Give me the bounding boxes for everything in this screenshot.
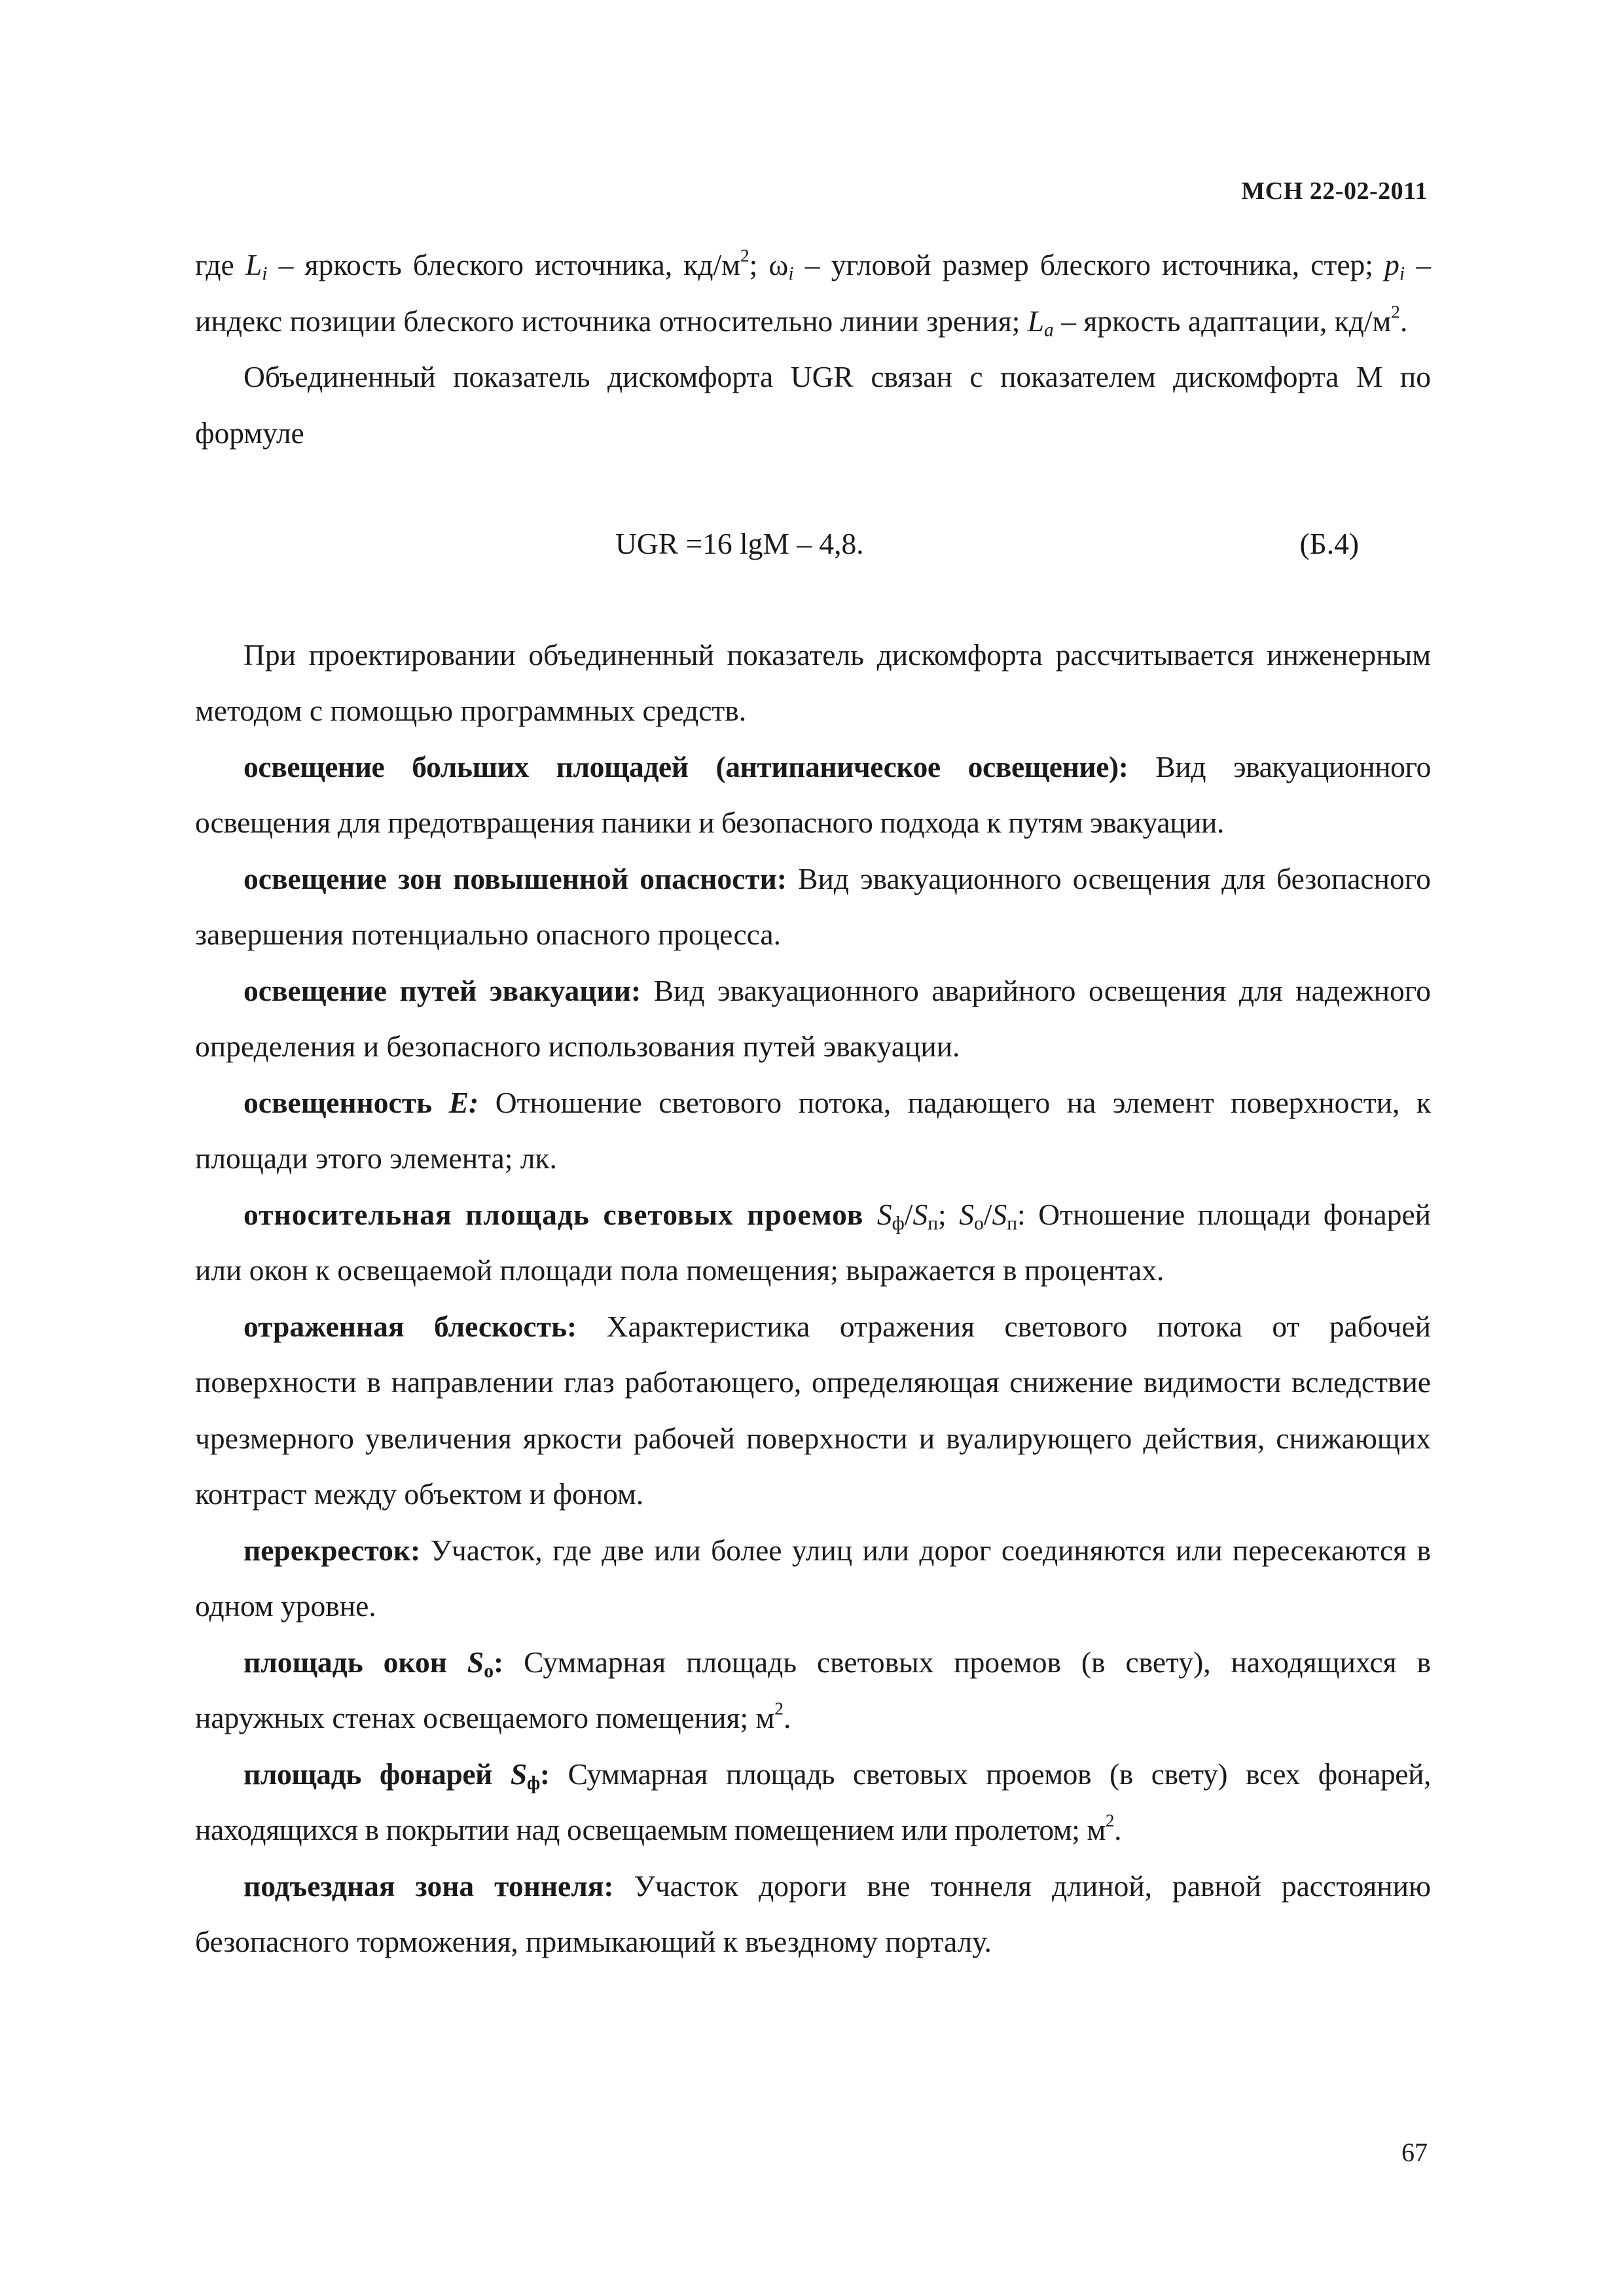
term-label: освещенность <box>244 1085 449 1119</box>
formula-expression: UGR =16 lgM – 4,8. <box>615 527 864 560</box>
term-label: освещение зон повышенной опасности: <box>244 861 787 895</box>
term-label: подъездная зона тоннеля: <box>244 1869 614 1903</box>
subscript-i: i <box>788 263 794 285</box>
formula-number: (Б.4) <box>1299 527 1359 560</box>
subscript-a: a <box>1044 319 1054 340</box>
text-run: ; ω <box>749 248 789 281</box>
term-label: освещение путей эвакуации: <box>244 973 641 1007</box>
term-definition: Суммарная площадь световых проемов (в свету), находящихся в наружных стенах освещаемого помещения; м <box>195 1645 1431 1734</box>
term-intersection <box>195 1522 1431 1634</box>
subscript-i: i <box>262 263 268 285</box>
term-definition: Отношение светового потока, падающего на элемент поверхности, к площади этого элемента; лк. <box>195 1085 1431 1175</box>
subscript: п <box>1007 1212 1018 1234</box>
subscript: о <box>974 1212 984 1234</box>
term-definition: Участок, где две или более улиц или дорог соединяются или пересекаются в одном уровне. <box>195 1533 1431 1623</box>
term-definition: Вид эвакуационного освещения для безопасного завершения потенциально опасного процесса. <box>195 861 1432 951</box>
superscript: 2 <box>774 1698 784 1719</box>
text-run: – яркость адаптации, кд/м <box>1053 304 1392 338</box>
text-run: где <box>195 248 245 281</box>
term-skylight-area <box>195 1746 1431 1858</box>
ugr-paragraph: Объединенный показатель дискомфорта UGR связан с показателем дискомфорта M по формуле <box>195 360 1431 450</box>
term-definition: Участок дороги вне тоннеля длиной, равной расстоянию безопасного торможения, примыкающий к въездному порталу. <box>195 1869 1431 1958</box>
term-illuminance <box>195 1075 1431 1187</box>
text-run: – угловой размер блеского источника, стер; <box>793 248 1385 281</box>
symbol-p: p <box>1384 248 1399 281</box>
formula-b4 <box>195 516 1431 572</box>
symbol-S: S <box>876 1197 892 1231</box>
term-antipanic <box>195 739 1431 851</box>
symbol-S: S <box>510 1757 527 1791</box>
term-symbol: E: <box>448 1085 479 1119</box>
term-definition: Вид эвакуационного освещения для предотвращения паники и безопасного подхода к путям эвакуации. <box>195 749 1431 839</box>
term-label: перекресток: <box>244 1533 421 1567</box>
text-run: / <box>983 1197 992 1231</box>
text-run: . <box>1399 304 1408 338</box>
symbol-S: S <box>912 1197 928 1231</box>
subscript: п <box>928 1212 939 1234</box>
symbol-L: L <box>1027 304 1045 338</box>
term-label: отраженная блескость: <box>244 1309 577 1343</box>
term-label: относительная площадь световых проемов <box>244 1197 877 1231</box>
superscript: 2 <box>1105 1810 1115 1831</box>
term-window-area <box>195 1634 1431 1746</box>
intro-paragraph <box>195 237 1431 349</box>
text-run: / <box>904 1197 913 1231</box>
text-run: ; <box>938 1197 960 1231</box>
text-run: – индекс позиции блеского источника относительно линии зрения; <box>195 248 1431 338</box>
page-body <box>195 237 1431 1970</box>
term-label: освещение больших площадей (антипаническое освещение): <box>244 749 1128 783</box>
subscript: о <box>484 1660 494 1681</box>
term-definition: Отношение площади фонарей или окон к освещаемой площади пола помещения; выражается в процентах. <box>195 1197 1431 1287</box>
text-run: : <box>1017 1197 1026 1231</box>
term-label: площадь фонарей <box>244 1757 511 1791</box>
subscript: ф <box>892 1212 905 1234</box>
design-paragraph: При проектировании объединенный показатель дискомфорта рассчитывается инженерным методом с помощью программных средств. <box>195 637 1431 727</box>
term-relative-area <box>195 1187 1431 1299</box>
text-run: : <box>539 1757 550 1791</box>
text-run: . <box>1114 1813 1122 1846</box>
term-definition: Вид эвакуационного аварийного освещения для надежного определения и безопасного использования путей эвакуации. <box>195 973 1431 1063</box>
term-definition: Характеристика отражения светового потока от рабочей поверхности в направлении глаз работающего, определяющая снижение видимости вследствие чрезмерного увеличения яркости рабочей поверхности и вуалирующего действия, снижающих контраст между объектом и фоном. <box>195 1309 1431 1511</box>
symbol-S: S <box>992 1197 1007 1231</box>
term-reflected-glare <box>195 1299 1431 1522</box>
subscript-i: i <box>1399 263 1405 285</box>
text-run: – яркость блеского источника, кд/м <box>267 248 740 281</box>
page-number: 67 <box>1401 2138 1428 2167</box>
symbol-L: L <box>245 248 262 281</box>
subscript: ф <box>526 1772 540 1793</box>
superscript: 2 <box>740 245 749 266</box>
term-high-risk <box>195 851 1431 963</box>
term-definition: Суммарная площадь световых проемов (в свету) всех фонарей, находящихся в покрытии над освещаемым помещением или пролетом; м <box>195 1757 1431 1846</box>
symbol-S: S <box>959 1197 974 1231</box>
text-run: . <box>783 1701 791 1734</box>
term-label: площадь окон <box>244 1645 467 1679</box>
text-run: : <box>494 1645 504 1679</box>
term-escape-routes <box>195 963 1431 1075</box>
term-tunnel-approach <box>195 1858 1431 1970</box>
symbol-S: S <box>467 1645 484 1679</box>
superscript: 2 <box>1391 302 1400 322</box>
running-header: МСН 22-02-2011 <box>1241 177 1428 205</box>
